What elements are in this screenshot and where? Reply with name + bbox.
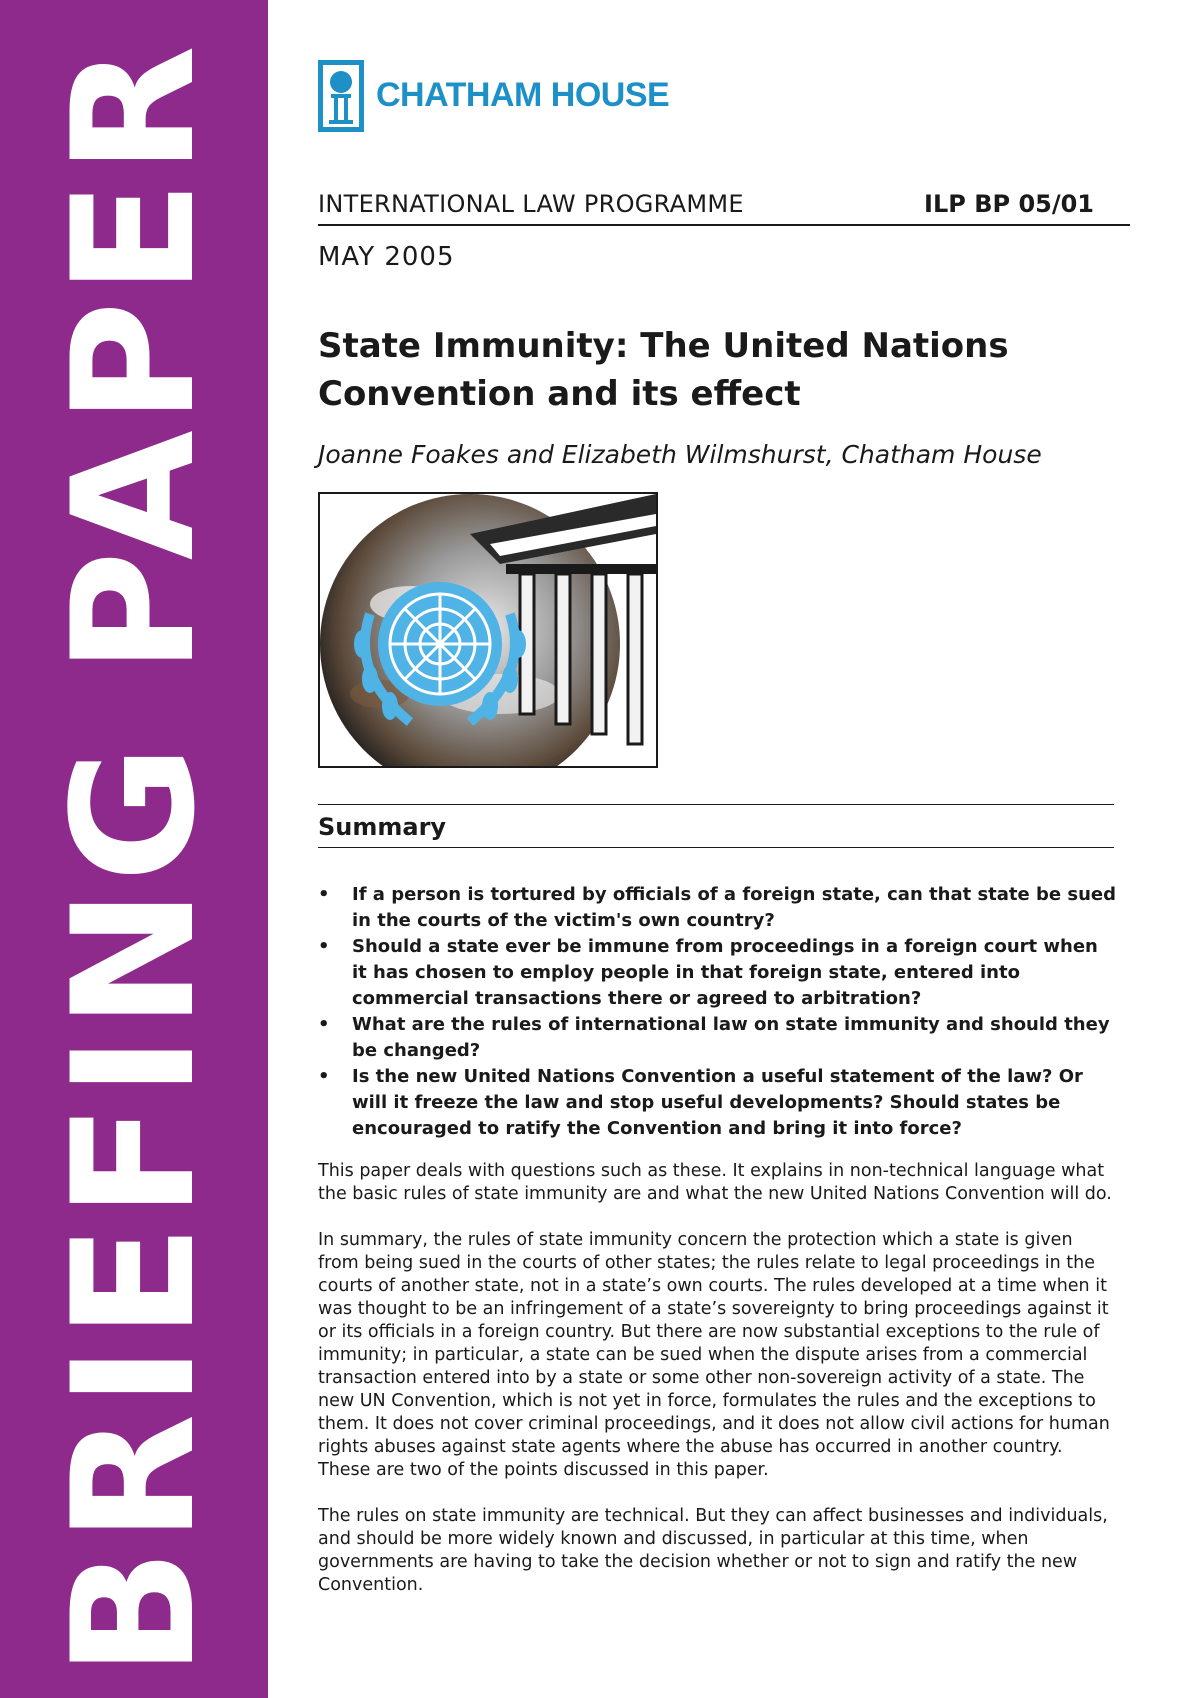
- paper-reference: ILP BP 05/01: [924, 190, 1094, 218]
- bullet-icon: •: [318, 1014, 330, 1035]
- summary-heading: [318, 804, 1114, 848]
- summary-question: [318, 882, 1118, 934]
- cover-illustration: [318, 492, 658, 768]
- summary-paragraph: This paper deals with questions such as these. It explains in non-technical language what the basic rules of state immunity are and what the new United Nations Convention will do.: [318, 1161, 1112, 1204]
- question-text: What are the rules of international law on state immunity and should they be changed?: [352, 1014, 1110, 1061]
- summary-question: [318, 934, 1118, 1012]
- summary-question: [318, 1012, 1118, 1064]
- programme-name: INTERNATIONAL LAW PROGRAMME: [318, 190, 744, 218]
- summary-question: [318, 1064, 1118, 1142]
- chatham-house-emblem-icon: [318, 60, 364, 132]
- programme-header: [318, 190, 1130, 226]
- summary-question-list: [318, 882, 1118, 1142]
- bullet-icon: •: [318, 936, 330, 957]
- title-line-1: State Immunity: The United Nations: [318, 326, 1009, 366]
- authors: Joanne Foakes and Elizabeth Wilmshurst, Chatham House: [318, 440, 1042, 469]
- logo-wordmark: CHATHAM HOUSE: [376, 76, 670, 114]
- title-line-2: Convention and its effect: [318, 374, 801, 414]
- question-text: Should a state ever be immune from proceedings in a foreign court when it has chosen to employ people in that foreign state, entered into commercial transactions there or agreed to arbitration?: [352, 936, 1098, 1009]
- bullet-icon: •: [318, 884, 330, 905]
- paper-title: [318, 322, 1118, 418]
- publication-date: MAY 2005: [318, 242, 455, 272]
- summary-heading-text: Summary: [318, 813, 447, 841]
- un-emblem-globe-building-image: [320, 494, 656, 766]
- summary-paragraph: The rules on state immunity are technical. But they can affect businesses and individuals, and should be more widely known and discussed, in particular at this time, when governments are having to take the decision whether or not to sign and ratify the new Convention.: [318, 1506, 1108, 1595]
- summary-paragraph: In summary, the rules of state immunity concern the protection which a state is given from being sued in the courts of other states; the rules relate to legal proceedings in the courts of another state, not in a state’s own courts. The rules developed at a time when it was thought to be an infringement of a state’s sovereignty to bring proceedings against it or its officials in a foreign country. But there are now substantial exceptions to the rule of immunity; in particular, a state can be sued when the dispute arises from a commercial transaction entered into by a state or some other non-sovereign activity of a state. The new UN Convention, which is not yet in force, formulates the rules and the exceptions to them. It does not cover criminal proceedings, and it does not allow civil actions for human rights abuses against state agents where the abuse has occurred in another country. These are two of the points discussed in this paper.: [318, 1230, 1110, 1480]
- question-text: Is the new United Nations Convention a useful statement of the law? Or will it freeze the law and stop useful developments? Should states be encouraged to ratify the Convention and bring it into force?: [352, 1066, 1083, 1139]
- summary-body: [318, 1160, 1118, 1620]
- sidebar-band: [0, 0, 268, 1698]
- briefing-paper-label: BRIEFING PAPER: [36, 39, 232, 1677]
- chatham-house-logo: [318, 60, 678, 132]
- bullet-icon: •: [318, 1066, 330, 1087]
- question-text: If a person is tortured by officials of a foreign state, can that state be sued in the courts of the victim's own country?: [352, 884, 1116, 931]
